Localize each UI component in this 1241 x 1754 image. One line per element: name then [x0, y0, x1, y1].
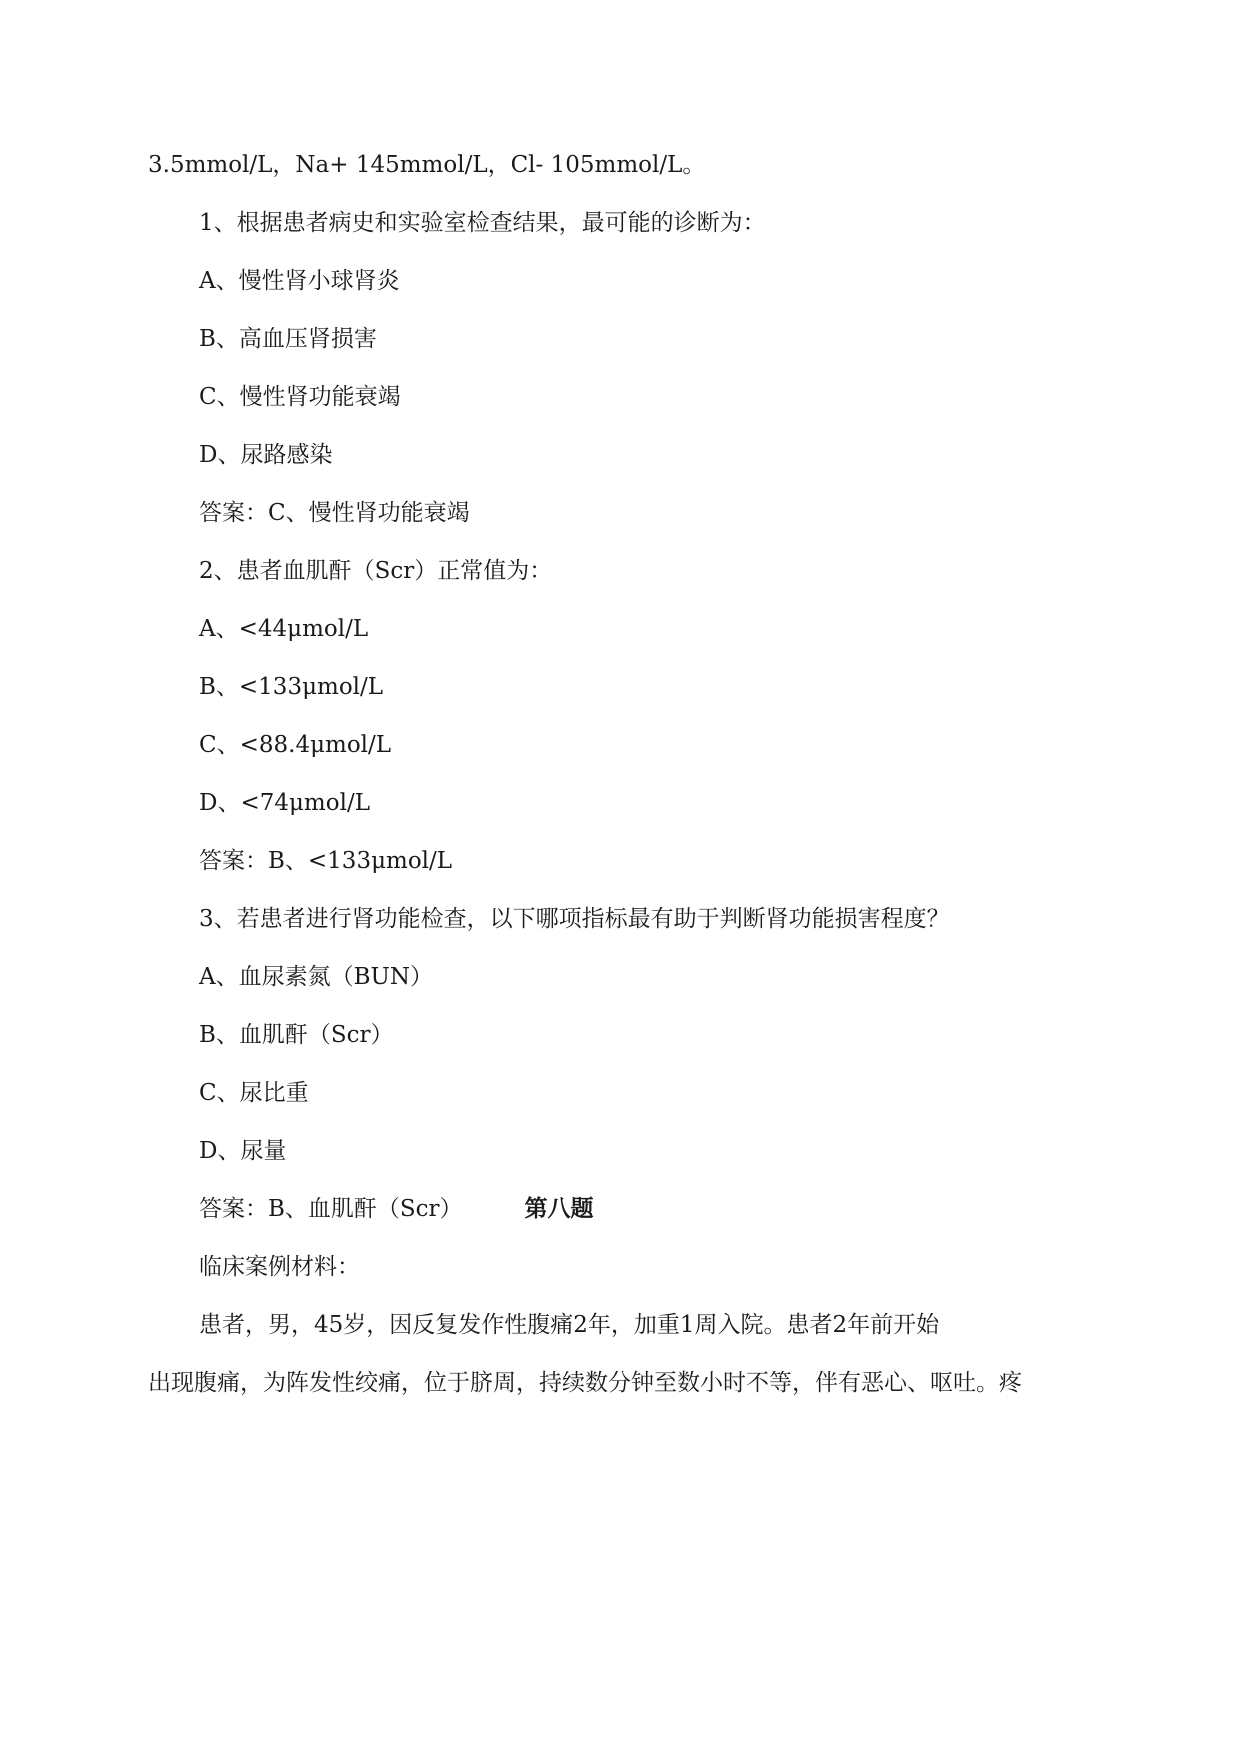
q3-option-d: D、尿量 [199, 1138, 287, 1164]
case-material-label: 临床案例材料： [199, 1254, 360, 1280]
q1-option-b: B、高血压肾损害 [199, 326, 377, 352]
q2-option-a: A、<44μmol/L [199, 616, 369, 642]
q3-answer: 答案：B、血肌酐（Scr） [199, 1196, 463, 1222]
q3-option-b: B、血肌酐（Scr） [199, 1022, 394, 1048]
q3-option-c: C、尿比重 [199, 1080, 309, 1106]
question-2: 2、患者血肌酐（Scr）正常值为： [199, 558, 553, 584]
question-1: 1、根据患者病史和实验室检查结果，最可能的诊断为： [199, 210, 766, 236]
q1-answer: 答案：C、慢性肾功能衰竭 [199, 500, 470, 526]
q2-answer: 答案：B、<133μmol/L [199, 848, 453, 874]
q1-option-c: C、慢性肾功能衰竭 [199, 384, 401, 410]
lab-values-line: 3.5mmol/L，Na+ 145mmol/L，Cl- 105mmol/L。 [148, 152, 706, 178]
question-3: 3、若患者进行肾功能检查，以下哪项指标最有助于判断肾功能损害程度？ [199, 906, 950, 932]
q3-option-a: A、血尿素氮（BUN） [199, 964, 434, 990]
q1-option-a: A、慢性肾小球肾炎 [199, 268, 400, 294]
q1-option-d: D、尿路感染 [199, 442, 333, 468]
q3-answer-row [199, 1194, 594, 1224]
case-paragraph-line-2: 出现腹痛，为阵发性绞痛，位于脐周，持续数分钟至数小时不等，伴有恶心、呕吐。疼 [148, 1370, 1022, 1396]
q2-option-d: D、<74μmol/L [199, 790, 370, 816]
section-heading: 第八题 [524, 1196, 594, 1222]
q2-option-c: C、<88.4μmol/L [199, 732, 392, 758]
q2-option-b: B、<133μmol/L [199, 674, 384, 700]
case-paragraph-line-1: 患者，男，45岁，因反复发作性腹痛2年，加重1周入院。患者2年前开始 [199, 1312, 940, 1338]
